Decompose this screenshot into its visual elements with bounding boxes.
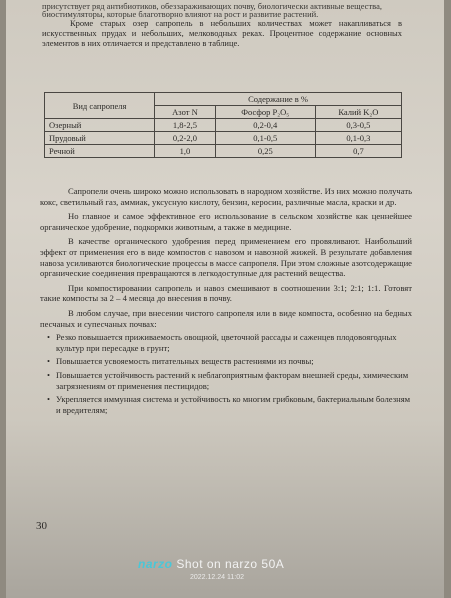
row-name: Речной — [45, 145, 155, 158]
bullet-item — [40, 356, 412, 367]
bullet-item — [40, 370, 412, 391]
row-name: Озерный — [45, 119, 155, 132]
watermark-caption — [138, 557, 338, 571]
bullet-item — [40, 332, 412, 353]
col-header-phosphorus: Фосфор P₂O₅ — [215, 106, 315, 119]
bullet-icon: • — [46, 394, 50, 405]
group-header-content: Содержание в % — [155, 93, 402, 106]
bullet-text: Повышается усвояемость питательных веществ растениями из почвы; — [56, 356, 314, 367]
cell-potassium: 0,7 — [315, 145, 401, 158]
paragraph: При компостировании сапропель и навоз смешивают в соотношении 3:1; 2:1; 1:1. Готовят такие компосты за 2 – 4 месяца до внесения в почву. — [40, 282, 412, 304]
brand-logo: narzo — [138, 557, 173, 571]
cell-nitrogen: 1,0 — [155, 145, 216, 158]
col-header-potassium: Калий K₂O — [315, 106, 401, 119]
bullet-text: Укрепляется иммунная система и устойчивость ко многим грибковым, бактериальным болезням и вредителям; — [56, 394, 411, 415]
intro-paragraph — [42, 18, 402, 48]
paragraph: Сапропели очень широко можно использовать в народном хозяйстве. Из них можно получать кокс, светильный газ, аммиак, уксусную кислоту, бензин, керосин, различные масла, краски и др. — [40, 186, 412, 207]
intro-text: Кроме старых озер сапропель в небольших количествах может накапливаться в искусственных прудах и небольших, мелководных реках. Процентное содержание основных элементов в них отличается и представлено в таблице. — [42, 18, 402, 48]
cell-phosphorus: 0,2-0,4 — [215, 119, 315, 132]
document-page — [6, 0, 444, 598]
col-header-nitrogen: Азот N — [155, 106, 216, 119]
page-number: 30 — [36, 520, 47, 532]
paragraph: Но главное и самое эффективное его использование в сельском хозяйстве как ценнейшее органическое удобрение, подкормки животным, а также в медицине. — [40, 211, 412, 232]
composition-table — [44, 92, 402, 158]
row-name: Прудовый — [45, 132, 155, 145]
cell-phosphorus: 0,25 — [215, 145, 315, 158]
table-row — [45, 119, 402, 132]
table-row — [45, 145, 402, 158]
cell-phosphorus: 0,1-0,5 — [215, 132, 315, 145]
camera-watermark — [138, 557, 338, 591]
top-text-fragment: присутствует ряд антибиотиков, обеззараживающих почву, биологически активные вещества, биостимуляторы, которые благотворно влияют на рост и развитие растений. — [42, 1, 382, 19]
bullet-icon: • — [46, 356, 50, 367]
cell-potassium: 0,1-0,3 — [315, 132, 401, 145]
bullet-item — [40, 394, 412, 415]
bullet-icon: • — [46, 332, 50, 343]
watermark-text: Shot on narzo 50A — [176, 557, 285, 571]
cell-nitrogen: 0,2-2,0 — [155, 132, 216, 145]
col-header-type: Вид сапропеля — [45, 93, 155, 119]
cell-potassium: 0,3-0,5 — [315, 119, 401, 132]
table-row — [45, 132, 402, 145]
watermark-timestamp: 2022.12.24 11:02 — [190, 574, 244, 581]
bullet-text: Резко повышается приживаемость овощной, цветочной рассады и саженцев плодовоягодных культур при пересадке в грунт; — [56, 332, 397, 353]
bullet-icon: • — [46, 369, 50, 380]
paragraph: В качестве органического удобрения перед применением его провяливают. Наибольший эффект от применения его в виде компостов с навозом и навозной жижей. В результате добавления навоза усиливаются биологические процессы в массе сапропеля. При этом сложные азотсодержащие органические соединения превращаются в легкодоступные для растений вещества. — [40, 236, 412, 279]
paragraph: В любом случае, при внесении чистого сапропеля или в виде компоста, особенно на бедных песчаных и супесчаных почвах: — [40, 307, 412, 329]
bullet-text: Повышается устойчивость растений к неблагоприятным факторам внешней среды, химическим загрязнениям от применения пестицидов; — [56, 369, 409, 391]
body-text — [40, 186, 412, 415]
cell-nitrogen: 1,8-2,5 — [155, 119, 216, 132]
